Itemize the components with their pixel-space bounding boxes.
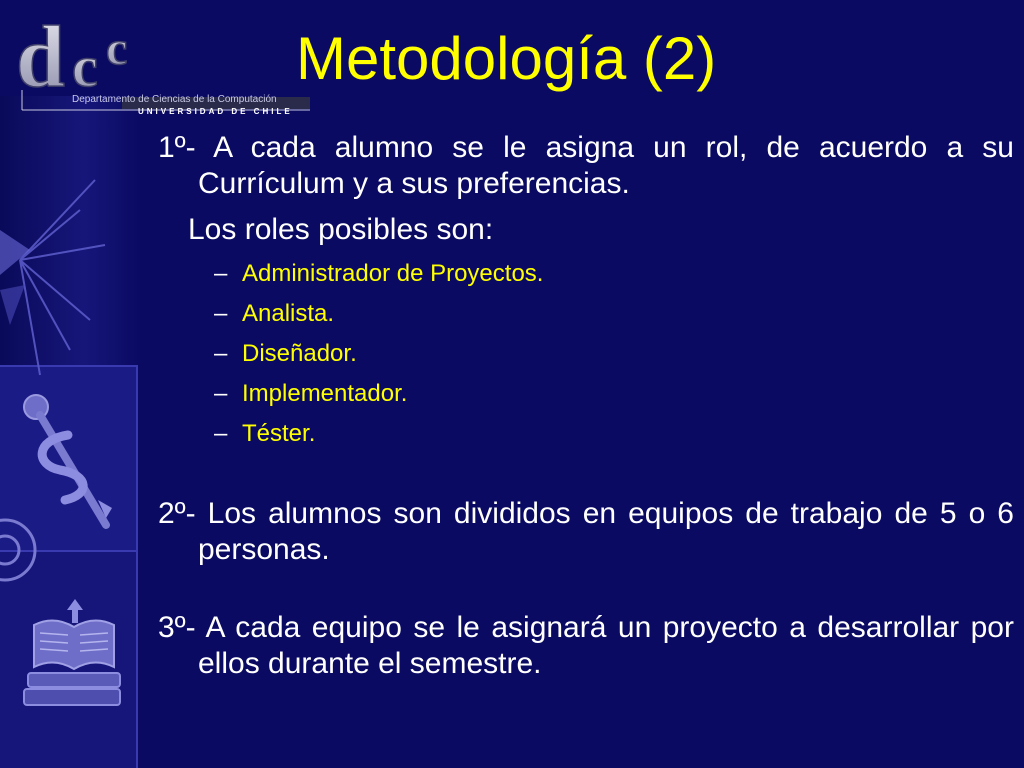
point-1: 1º- A cada alumno se le asigna un rol, de acuerdo a su Currículum y a sus preferencias. xyxy=(158,131,1014,200)
books-icon xyxy=(20,595,125,715)
point-3: 3º- A cada equipo se le asignará un proyecto a desarrollar por ellos durante el semestre. xyxy=(158,611,1014,680)
list-item: – Implementador. xyxy=(214,380,408,407)
list-item: – Téster. xyxy=(214,420,316,447)
logo-department: Departamento de Ciencias de la Computación xyxy=(72,94,277,105)
list-item: – Administrador de Proyectos. xyxy=(214,260,544,287)
point-2: 2º- Los alumnos son divididos en equipos de trabajo de 5 o 6 personas. xyxy=(158,497,1014,566)
eye-circle-icon xyxy=(0,510,45,585)
slide-title: Metodología (2) xyxy=(296,25,717,92)
list-item: – Analista. xyxy=(214,300,335,327)
dcc-logo xyxy=(14,8,314,116)
roles-list xyxy=(158,254,1014,454)
svg-text:c: c xyxy=(106,22,128,75)
svg-text:d: d xyxy=(16,9,65,106)
starburst-icon xyxy=(0,150,110,380)
slide-body xyxy=(158,130,1014,682)
logo-university: UNIVERSIDAD DE CHILE xyxy=(138,107,293,116)
roles-intro: Los roles posibles son: xyxy=(188,213,494,246)
svg-text:c: c xyxy=(72,34,98,99)
list-item: – Diseñador. xyxy=(214,340,357,367)
